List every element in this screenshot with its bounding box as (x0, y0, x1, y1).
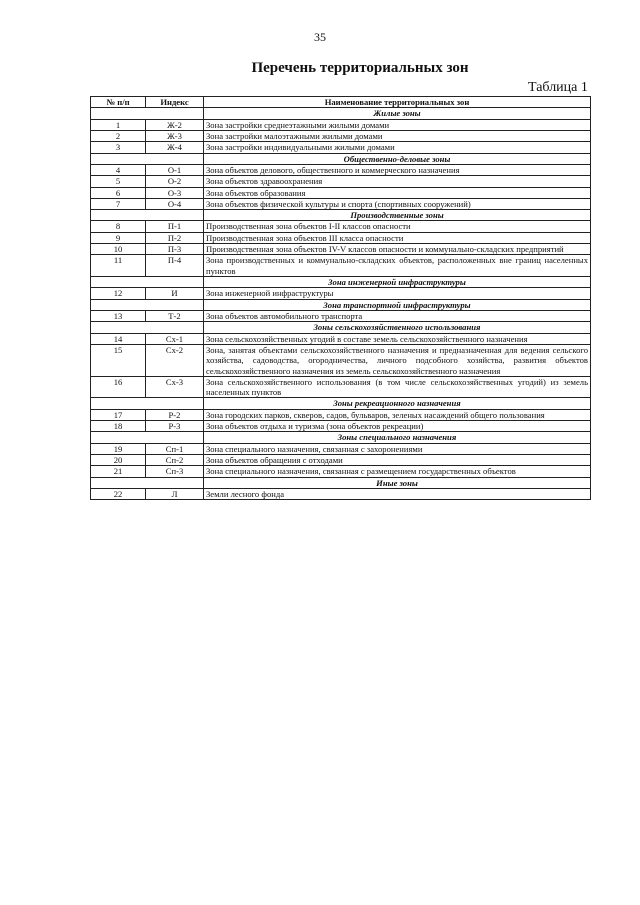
table-header-row (91, 97, 591, 108)
row-number: 3 (91, 142, 146, 153)
row-index: О-2 (146, 176, 204, 187)
row-number: 1 (91, 119, 146, 130)
row-index: О-4 (146, 198, 204, 209)
row-number: 5 (91, 176, 146, 187)
section-row (91, 432, 591, 443)
row-number: 21 (91, 466, 146, 477)
section-spacer (91, 153, 204, 164)
section-title: Зона инженерной инфраструктуры (204, 277, 591, 288)
row-zone-name: Зона специального назначения, связанная с размещением государственных объектов (204, 466, 591, 477)
section-spacer (91, 398, 204, 409)
row-zone-name: Зона объектов обращения с отходами (204, 455, 591, 466)
row-number: 13 (91, 310, 146, 321)
row-index: Ж-4 (146, 142, 204, 153)
row-number: 18 (91, 421, 146, 432)
row-index: Сп-3 (146, 466, 204, 477)
row-zone-name: Производственная зона объектов IV-V классов опасности и коммунально-складских предприятий (204, 244, 591, 255)
row-index: Сх-1 (146, 333, 204, 344)
row-index: П-2 (146, 232, 204, 243)
page-number: 35 (314, 30, 326, 44)
row-index: П-1 (146, 221, 204, 232)
row-number: 7 (91, 198, 146, 209)
table-row (91, 244, 591, 255)
row-number: 2 (91, 130, 146, 141)
zones-table (90, 96, 591, 500)
row-zone-name: Земли лесного фонда (204, 488, 591, 499)
header-name: Наименование территориальных зон (204, 97, 591, 108)
section-row (91, 153, 591, 164)
table-row (91, 376, 591, 398)
section-row (91, 322, 591, 333)
row-index: Л (146, 488, 204, 499)
section-spacer (91, 322, 204, 333)
section-row (91, 299, 591, 310)
row-zone-name: Зона производственных и коммунально-складских объектов, расположенных вне границ населенных пунктов (204, 255, 591, 277)
row-index: П-3 (146, 244, 204, 255)
row-number: 15 (91, 344, 146, 376)
row-number: 4 (91, 164, 146, 175)
section-title: Зоны сельскохозяйственного использования (204, 322, 591, 333)
row-index: Ж-2 (146, 119, 204, 130)
zones-table-body (91, 108, 591, 500)
row-index: О-1 (146, 164, 204, 175)
table-row (91, 187, 591, 198)
row-zone-name: Зона застройки индивидуальными жилыми домами (204, 142, 591, 153)
section-title: Зоны рекреационного назначения (204, 398, 591, 409)
table-row (91, 142, 591, 153)
row-zone-name: Зона застройки среднеэтажными жилыми домами (204, 119, 591, 130)
table-row (91, 421, 591, 432)
row-zone-name: Зона объектов образования (204, 187, 591, 198)
row-zone-name: Зона городских парков, скверов, садов, бульваров, зеленых насаждений общего пользования (204, 409, 591, 420)
row-index: О-3 (146, 187, 204, 198)
table-row (91, 119, 591, 130)
section-title: Общественно-деловые зоны (204, 153, 591, 164)
table-row (91, 198, 591, 209)
table-row (91, 164, 591, 175)
row-zone-name: Зона специального назначения, связанная с захоронениями (204, 443, 591, 454)
header-num: № п/п (91, 97, 146, 108)
section-row (91, 277, 591, 288)
table-row (91, 333, 591, 344)
row-zone-name: Зона объектов делового, общественного и коммерческого назначения (204, 164, 591, 175)
row-number: 19 (91, 443, 146, 454)
row-number: 8 (91, 221, 146, 232)
section-row (91, 477, 591, 488)
row-zone-name: Производственная зона объектов III класса опасности (204, 232, 591, 243)
table-row (91, 466, 591, 477)
row-index: Сх-2 (146, 344, 204, 376)
section-title: Жилые зоны (204, 108, 591, 119)
table-row (91, 221, 591, 232)
section-title: Зоны специального назначения (204, 432, 591, 443)
table-row (91, 255, 591, 277)
section-row (91, 108, 591, 119)
row-number: 17 (91, 409, 146, 420)
table-row (91, 409, 591, 420)
row-zone-name: Зона инженерной инфраструктуры (204, 288, 591, 299)
table-row (91, 232, 591, 243)
row-zone-name: Производственная зона объектов I-II классов опасности (204, 221, 591, 232)
section-spacer (91, 108, 204, 119)
section-spacer (91, 477, 204, 488)
table-row (91, 344, 591, 376)
section-title: Зона транспортной инфраструктуры (204, 299, 591, 310)
table-row (91, 288, 591, 299)
table-row (91, 488, 591, 499)
row-index: Т-2 (146, 310, 204, 321)
table-row (91, 130, 591, 141)
table-row (91, 443, 591, 454)
section-title: Производственные зоны (204, 210, 591, 221)
section-row (91, 398, 591, 409)
row-index: Сп-1 (146, 443, 204, 454)
row-zone-name: Зона объектов автомобильного транспорта (204, 310, 591, 321)
table-row (91, 310, 591, 321)
row-index: Сп-2 (146, 455, 204, 466)
document-title: Перечень территориальных зон (251, 60, 469, 76)
section-spacer (91, 210, 204, 221)
row-index: Р-2 (146, 409, 204, 420)
row-zone-name: Зона сельскохозяйственного использования (в том числе сельскохозяйственных угодий) из земель населенных пунктов (204, 376, 591, 398)
section-spacer (91, 432, 204, 443)
table-row (91, 176, 591, 187)
section-spacer (91, 277, 204, 288)
row-zone-name: Зона застройки малоэтажными жилыми домами (204, 130, 591, 141)
row-zone-name: Зона сельскохозяйственных угодий в составе земель сельскохозяйственного назначения (204, 333, 591, 344)
row-zone-name: Зона, занятая объектами сельскохозяйственного назначения и предназначенная для ведения сельского хозяйства, садоводства, огородничества, личного подсобного хозяйства, развития объектов сельскохозяйственного назначения из земель сельскохозяйственного назначения (204, 344, 591, 376)
row-number: 22 (91, 488, 146, 499)
section-spacer (91, 299, 204, 310)
table-row (91, 455, 591, 466)
header-index: Индекс (146, 97, 204, 108)
table-label: Таблица 1 (528, 80, 588, 95)
row-number: 10 (91, 244, 146, 255)
row-number: 6 (91, 187, 146, 198)
row-index: Сх-3 (146, 376, 204, 398)
row-zone-name: Зона объектов отдыха и туризма (зона объектов рекреации) (204, 421, 591, 432)
section-row (91, 210, 591, 221)
row-zone-name: Зона объектов здравоохранения (204, 176, 591, 187)
row-number: 11 (91, 255, 146, 277)
row-zone-name: Зона объектов физической культуры и спорта (спортивных сооружений) (204, 198, 591, 209)
row-index: Ж-3 (146, 130, 204, 141)
row-index: П-4 (146, 255, 204, 277)
row-number: 12 (91, 288, 146, 299)
section-title: Иные зоны (204, 477, 591, 488)
row-index: И (146, 288, 204, 299)
row-number: 16 (91, 376, 146, 398)
row-number: 14 (91, 333, 146, 344)
row-number: 20 (91, 455, 146, 466)
row-number: 9 (91, 232, 146, 243)
row-index: Р-3 (146, 421, 204, 432)
